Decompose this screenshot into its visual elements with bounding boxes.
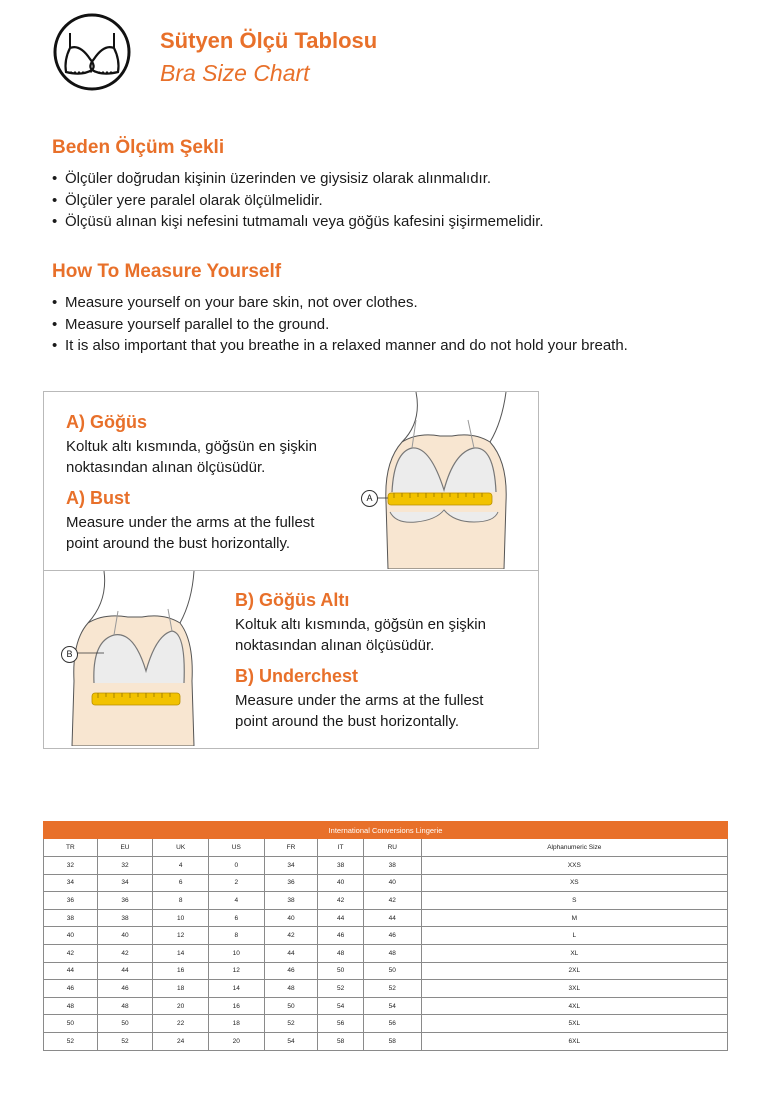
- marker-a-icon: A: [361, 490, 378, 507]
- table-row: [44, 962, 728, 980]
- table-cell: 8: [153, 892, 209, 910]
- page-title: Sütyen Ölçü Tablosu: [160, 28, 378, 53]
- table-cell: S: [421, 892, 727, 910]
- table-cell: 44: [44, 962, 98, 980]
- table-cell: 34: [97, 874, 153, 892]
- table-cell: 40: [264, 909, 318, 927]
- table-cell: 3XL: [421, 980, 727, 998]
- table-title: International Conversions Lingerie: [44, 822, 728, 839]
- table-cell: 54: [363, 997, 421, 1015]
- table-cell: 20: [208, 1032, 264, 1050]
- table-cell: 50: [264, 997, 318, 1015]
- table-cell: 2: [208, 874, 264, 892]
- table-cell: 40: [44, 927, 98, 945]
- table-cell: 5XL: [421, 1015, 727, 1033]
- table-cell: 58: [363, 1032, 421, 1050]
- table-cell: 42: [264, 927, 318, 945]
- table-cell: 2XL: [421, 962, 727, 980]
- table-cell: 42: [97, 944, 153, 962]
- table-cell: 46: [97, 980, 153, 998]
- table-cell: 22: [153, 1015, 209, 1033]
- table-cell: 4XL: [421, 997, 727, 1015]
- table-cell: 44: [318, 909, 364, 927]
- table-cell: 36: [44, 892, 98, 910]
- list-item: • It is also important that you breathe in a relaxed manner and do not hold your breath.: [52, 335, 628, 357]
- table-cell: 10: [153, 909, 209, 927]
- table-cell: 6XL: [421, 1032, 727, 1050]
- table-cell: 36: [264, 874, 318, 892]
- underchest-heading-en: B) Underchest: [235, 666, 359, 686]
- list-item: • Measure yourself parallel to the ground.: [52, 314, 628, 336]
- list-item: • Ölçüler doğrudan kişinin üzerinden ve giysisiz olarak alınmalıdır.: [52, 168, 544, 190]
- table-cell: 38: [44, 909, 98, 927]
- table-cell: 58: [318, 1032, 364, 1050]
- underchest-text-en: Measure under the arms at the fullest point around the bust horizontally.: [235, 692, 484, 730]
- table-cell: 24: [153, 1032, 209, 1050]
- table-cell: 56: [363, 1015, 421, 1033]
- marker-b-icon: B: [61, 646, 78, 663]
- table-cell: 52: [363, 980, 421, 998]
- table-cell: 0: [208, 857, 264, 875]
- bust-illustration: [356, 392, 536, 569]
- table-cell: 32: [97, 857, 153, 875]
- table-cell: 38: [97, 909, 153, 927]
- table-cell: 48: [97, 997, 153, 1015]
- table-cell: L: [421, 927, 727, 945]
- table-cell: 40: [318, 874, 364, 892]
- table-cell: 54: [318, 997, 364, 1015]
- table-cell: 48: [264, 980, 318, 998]
- list-item: • Measure yourself on your bare skin, not over clothes.: [52, 292, 628, 314]
- table-row: [44, 857, 728, 875]
- table-row: [44, 980, 728, 998]
- table-cell: 44: [97, 962, 153, 980]
- table-cell: 50: [44, 1015, 98, 1033]
- bust-text-tr: Koltuk altı kısmında, göğsün en şişkin noktasından alınan ölçüsüdür.: [66, 438, 317, 476]
- table-row: [44, 892, 728, 910]
- table-cell: 12: [208, 962, 264, 980]
- table-cell: 46: [318, 927, 364, 945]
- table-cell: M: [421, 909, 727, 927]
- table-cell: 14: [208, 980, 264, 998]
- table-cell: 50: [318, 962, 364, 980]
- table-body: [44, 857, 728, 1051]
- table-cell: 34: [44, 874, 98, 892]
- table-cell: XS: [421, 874, 727, 892]
- page-subtitle: Bra Size Chart: [160, 60, 310, 86]
- table-cell: 48: [44, 997, 98, 1015]
- table-cell: XXS: [421, 857, 727, 875]
- table-cell: 50: [363, 962, 421, 980]
- table-cell: 38: [318, 857, 364, 875]
- table-cell: 12: [153, 927, 209, 945]
- table-row: [44, 927, 728, 945]
- table-cell: 42: [44, 944, 98, 962]
- list-item: • Ölçüsü alınan kişi nefesini tutmamalı veya göğüs kafesini şişirmemelidir.: [52, 211, 544, 233]
- table-row: [44, 1015, 728, 1033]
- bust-heading-tr: A) Göğüs: [66, 412, 147, 432]
- table-cell: 50: [97, 1015, 153, 1033]
- table-cell: 6: [208, 909, 264, 927]
- list-item: • Ölçüler yere paralel olarak ölçülmelidir.: [52, 190, 544, 212]
- column-header: US: [208, 839, 264, 857]
- table-cell: 14: [153, 944, 209, 962]
- underchest-heading-tr: B) Göğüs Altı: [235, 590, 350, 610]
- measure-heading-en: How To Measure Yourself: [52, 261, 282, 282]
- column-header: UK: [153, 839, 209, 857]
- table-cell: 36: [97, 892, 153, 910]
- table-cell: 38: [363, 857, 421, 875]
- table-cell: 44: [264, 944, 318, 962]
- bust-heading-en: A) Bust: [66, 488, 130, 508]
- table-cell: 52: [97, 1032, 153, 1050]
- table-cell: 56: [318, 1015, 364, 1033]
- column-header: EU: [97, 839, 153, 857]
- table-cell: 34: [264, 857, 318, 875]
- table-cell: 4: [153, 857, 209, 875]
- bra-icon: [52, 12, 132, 92]
- table-cell: 46: [264, 962, 318, 980]
- column-header: Alphanumeric Size: [421, 839, 727, 857]
- table-cell: 42: [318, 892, 364, 910]
- table-cell: 16: [153, 962, 209, 980]
- table-cell: 10: [208, 944, 264, 962]
- table-cell: 52: [44, 1032, 98, 1050]
- table-cell: 20: [153, 997, 209, 1015]
- measure-list-en: [52, 292, 628, 357]
- table-cell: 18: [208, 1015, 264, 1033]
- table-row: [44, 909, 728, 927]
- table-cell: 52: [318, 980, 364, 998]
- table-cell: 48: [318, 944, 364, 962]
- table-cell: 38: [264, 892, 318, 910]
- bust-text-en: Measure under the arms at the fullest point around the bust horizontally.: [66, 514, 315, 552]
- table-cell: 6: [153, 874, 209, 892]
- table-row: [44, 874, 728, 892]
- table-cell: 8: [208, 927, 264, 945]
- table-row: [44, 944, 728, 962]
- table-cell: 48: [363, 944, 421, 962]
- table-cell: 46: [44, 980, 98, 998]
- measure-list-tr: [52, 168, 544, 233]
- column-header: IT: [318, 839, 364, 857]
- column-header: FR: [264, 839, 318, 857]
- table-cell: 44: [363, 909, 421, 927]
- table-header-row: [44, 839, 728, 857]
- underchest-text-tr: Koltuk altı kısmında, göğsün en şişkin noktasından alınan ölçüsüdür.: [235, 616, 486, 654]
- measure-heading-tr: Beden Ölçüm Şekli: [52, 137, 225, 158]
- table-cell: 40: [97, 927, 153, 945]
- table-cell: 32: [44, 857, 98, 875]
- table-row: [44, 1032, 728, 1050]
- table-cell: 40: [363, 874, 421, 892]
- table-cell: 54: [264, 1032, 318, 1050]
- table-row: [44, 997, 728, 1015]
- table-cell: 18: [153, 980, 209, 998]
- table-cell: 46: [363, 927, 421, 945]
- table-cell: 16: [208, 997, 264, 1015]
- table-cell: 52: [264, 1015, 318, 1033]
- size-conversion-table: [43, 821, 728, 1051]
- table-cell: 4: [208, 892, 264, 910]
- table-cell: XL: [421, 944, 727, 962]
- column-header: RU: [363, 839, 421, 857]
- table-cell: 42: [363, 892, 421, 910]
- column-header: TR: [44, 839, 98, 857]
